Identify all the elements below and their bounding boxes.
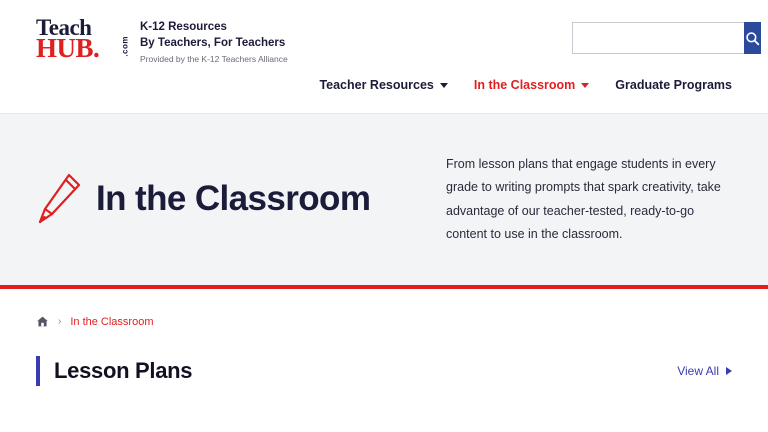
- home-icon: [36, 315, 49, 328]
- nav-label-teacher-resources: Teacher Resources: [319, 78, 434, 92]
- breadcrumb: [0, 289, 768, 328]
- search-icon: [745, 31, 760, 46]
- logo-dot: .: [93, 33, 100, 63]
- breadcrumb-home-link[interactable]: [36, 315, 49, 328]
- section-title: Lesson Plans: [54, 358, 193, 383]
- tagline-line-2: By Teachers, For Teachers: [140, 36, 286, 49]
- site-header: [0, 0, 768, 113]
- nav-item-teacher-resources[interactable]: [319, 78, 447, 92]
- logo-text-teach: Teach: [36, 15, 92, 40]
- view-all-link[interactable]: [677, 364, 732, 378]
- breadcrumb-current[interactable]: In the Classroom: [70, 315, 154, 328]
- nav-item-in-the-classroom[interactable]: [474, 78, 589, 92]
- search-box: [572, 22, 732, 54]
- tagline-line-3: Provided by the K-12 Teachers Alliance: [140, 54, 288, 65]
- logo-text-com: .com: [121, 36, 130, 57]
- nav-label-graduate-programs: Graduate Programs: [615, 78, 732, 92]
- breadcrumb-separator: ›: [58, 316, 62, 327]
- hero-description: From lesson plans that engage students in every grade to writing prompts that spark creativity, take advantage of our teacher-tested, ready-to-go content to use in the classroom.: [446, 157, 721, 241]
- nav-item-graduate-programs[interactable]: [615, 78, 732, 92]
- site-tagline: [140, 14, 288, 64]
- chevron-down-icon: [440, 83, 448, 88]
- arrow-right-icon: [726, 367, 732, 375]
- tagline-line-1: K-12 Resources: [140, 21, 227, 33]
- hero-left: [36, 172, 436, 228]
- site-logo[interactable]: [36, 14, 130, 63]
- search-input[interactable]: [572, 22, 744, 54]
- chevron-down-icon: [581, 83, 589, 88]
- main-navigation: [319, 78, 732, 92]
- view-all-label: View All: [677, 364, 719, 378]
- search-button[interactable]: [744, 22, 761, 54]
- nav-label-in-the-classroom: In the Classroom: [473, 78, 576, 92]
- hero-title: In the Classroom: [96, 179, 371, 219]
- pencil-icon: [36, 172, 82, 228]
- section-accent-bar: [36, 356, 40, 386]
- hero-banner: [0, 113, 768, 289]
- section-header-lesson-plans: [0, 328, 768, 386]
- logo-text-hub: HUB.: [36, 33, 100, 63]
